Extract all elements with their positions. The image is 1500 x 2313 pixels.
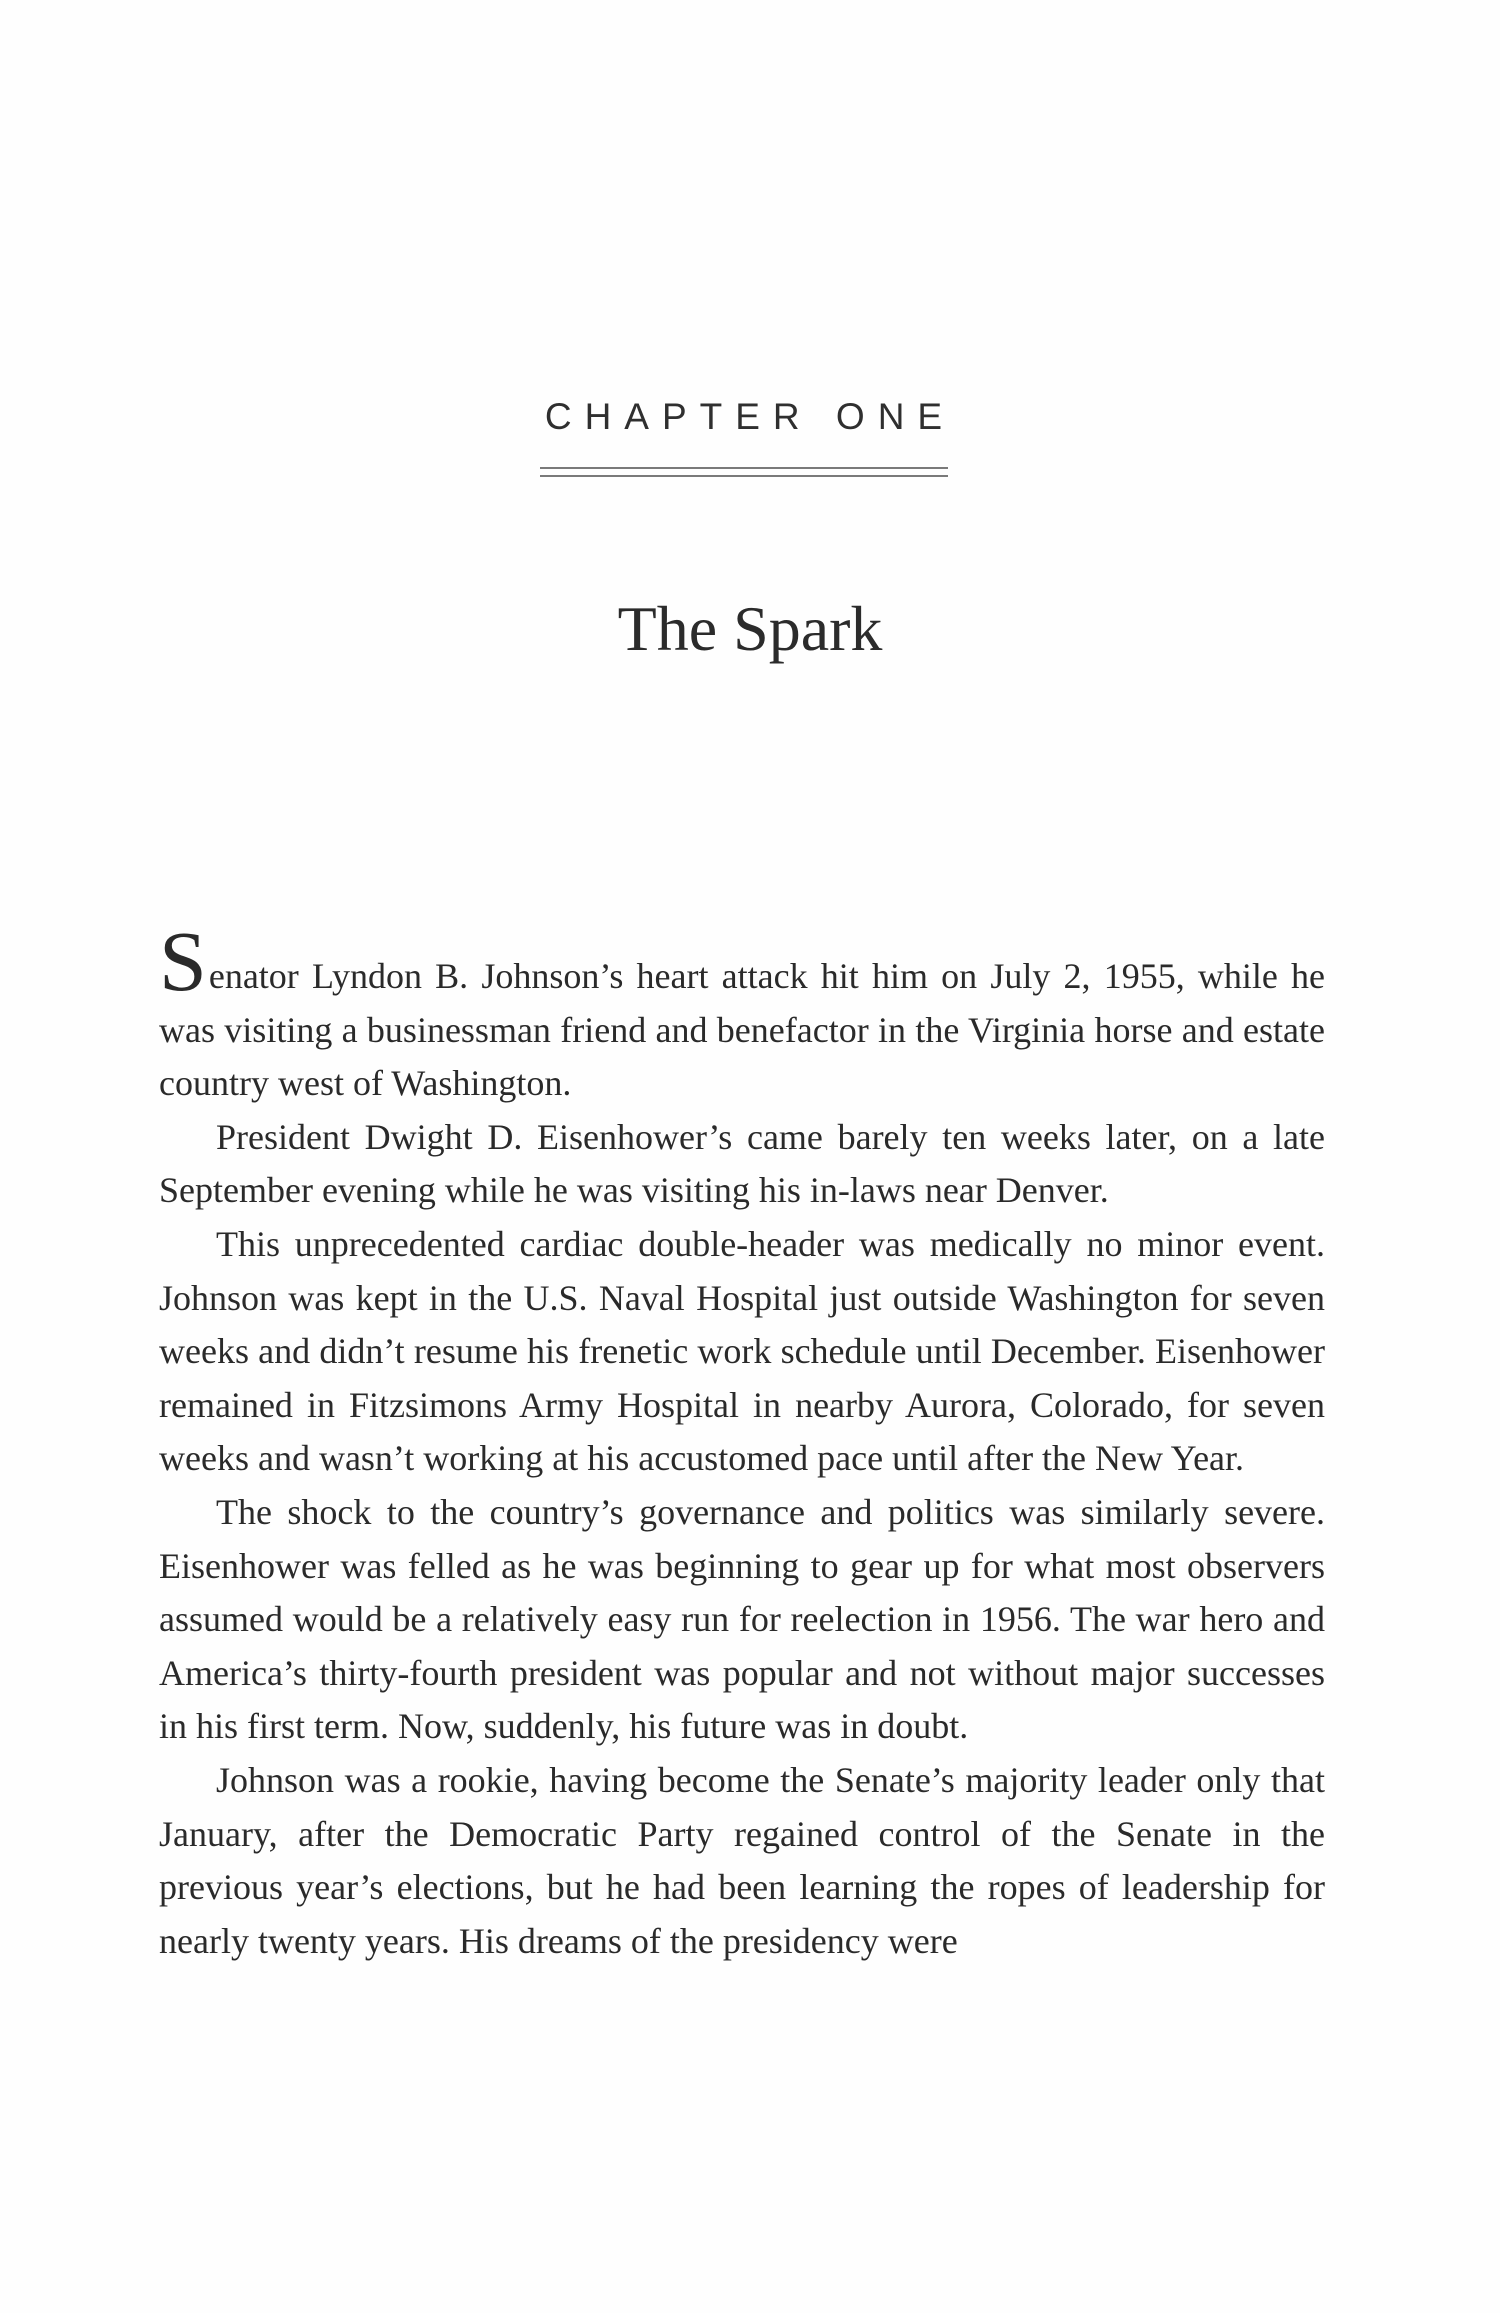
chapter-label: CHAPTER ONE bbox=[544, 396, 956, 437]
paragraph-1-text: enator Lyndon B. Johnson’s heart attack hit him on July 2, 1955, while he was visiting a businessman friend and benefactor in the Virginia horse and estate country west of Washington. bbox=[159, 956, 1325, 1104]
chapter-title: The Spark bbox=[617, 593, 883, 664]
paragraph-5: Johnson was a rookie, having become the Senate’s majority leader only that January, after the Democratic Party regained control of the Senate in the previous year’s elections, but he had been learning the ropes of leadership for nearly twenty years. His dreams of the presidency were bbox=[159, 1759, 1325, 1961]
chapter-body bbox=[159, 913, 1325, 1968]
paragraph-2: President Dwight D. Eisenhower’s came barely ten weeks later, on a late September evening while he was visiting his in-laws near Denver. bbox=[159, 1116, 1325, 1211]
paragraph-1 bbox=[159, 913, 1325, 1111]
paragraph-3: This unprecedented cardiac double-header was medically no minor event. Johnson was kept in the U.S. Naval Hospital just outside Washington for seven weeks and didn’t resume his frenetic work schedule until December. Eisenhower remained in Fitzsimons Army Hospital in nearby Aurora, Colorado, for seven weeks and wasn’t working at his accustomed pace until after the New Year. bbox=[159, 1223, 1325, 1479]
drop-cap: S bbox=[159, 913, 207, 1009]
chapter-divider bbox=[540, 467, 948, 477]
paragraph-4: The shock to the country’s governance and politics was similarly severe. Eisenhower was felled as he was beginning to gear up for what most observers assumed would be a relatively easy run for reelection in 1956. The war hero and America’s thirty-fourth president was popular and not without major successes in his first term. Now, suddenly, his future was in doubt. bbox=[159, 1491, 1325, 1747]
